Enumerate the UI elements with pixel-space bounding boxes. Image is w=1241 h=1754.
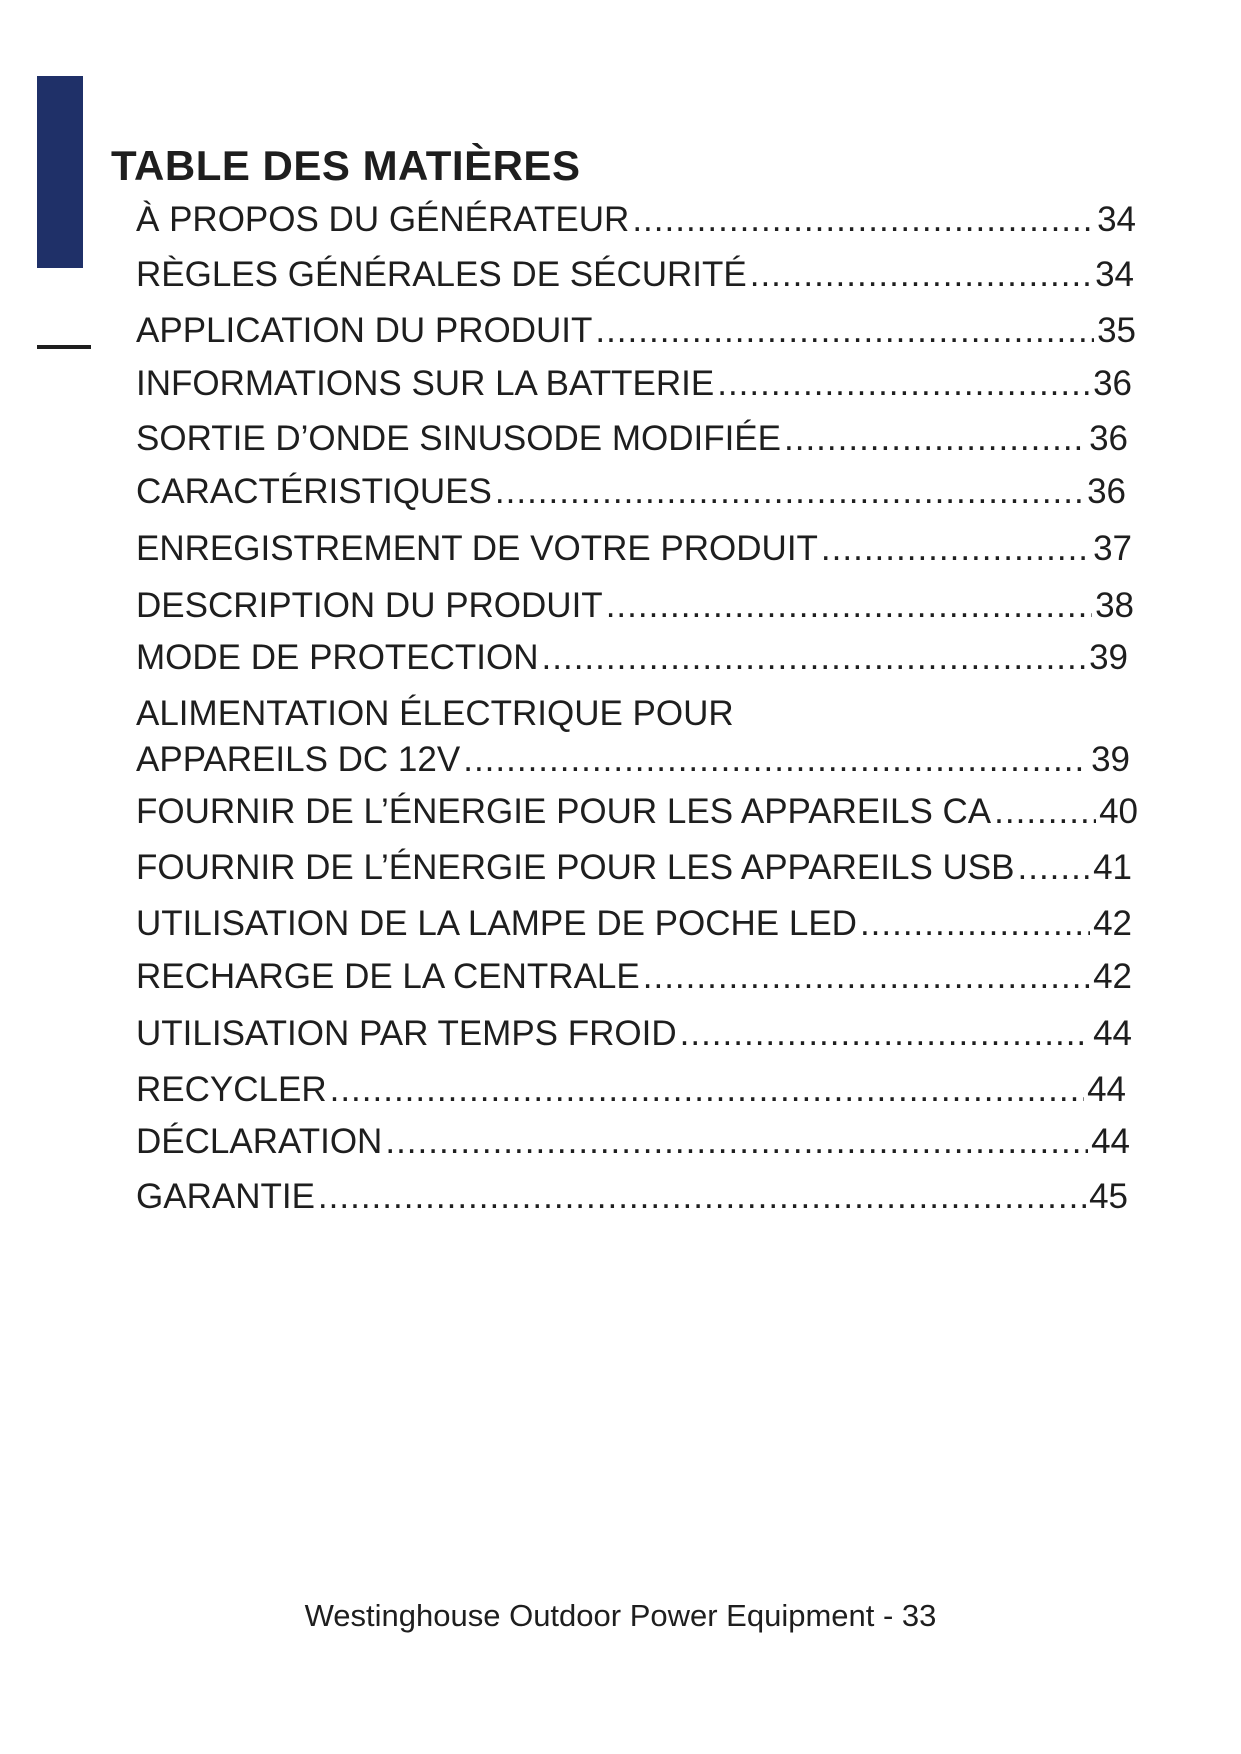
toc-entry-lampe-led[interactable] xyxy=(136,903,1132,945)
toc-label: DÉCLARATION xyxy=(136,1122,383,1161)
section-tab-marker xyxy=(37,76,83,268)
toc-leader xyxy=(495,471,1084,513)
page-footer xyxy=(0,1598,1241,1634)
toc-label: UTILISATION PAR TEMPS FROID xyxy=(136,1014,677,1053)
page-title: TABLE DES MATIÈRES xyxy=(111,142,581,189)
toc-entry-garantie[interactable] xyxy=(136,1176,1128,1218)
toc-leader xyxy=(750,254,1092,296)
toc-leader xyxy=(542,637,1087,679)
toc-page-number: 40 xyxy=(1099,792,1138,831)
toc-entry-appareils-ca[interactable] xyxy=(136,791,1138,833)
toc-label: GARANTIE xyxy=(136,1177,315,1216)
toc-entry-enregistrement[interactable] xyxy=(136,528,1132,570)
toc-label: FOURNIR DE L’ÉNERGIE POUR LES APPAREILS CA xyxy=(136,792,992,831)
toc-entry-alimentation-dc[interactable] xyxy=(136,694,1130,781)
toc-label-line1: ALIMENTATION ÉLECTRIQUE POUR xyxy=(136,694,734,733)
toc-page-number: 34 xyxy=(1097,200,1136,239)
toc-entry-onde-sinusode[interactable] xyxy=(136,418,1128,460)
toc-page-number: 36 xyxy=(1093,364,1132,403)
toc-label: RÈGLES GÉNÉRALES DE SÉCURITÉ xyxy=(136,255,747,294)
toc-page-number: 34 xyxy=(1095,255,1134,294)
toc-label: CARACTÉRISTIQUES xyxy=(136,472,492,511)
toc-entry-recycler[interactable] xyxy=(136,1069,1126,1111)
toc-leader xyxy=(463,739,1088,781)
toc-label: RECYCLER xyxy=(136,1070,327,1109)
toc-leader xyxy=(1018,847,1091,889)
toc-page-number: 44 xyxy=(1087,1070,1126,1109)
toc-label: ENREGISTREMENT DE VOTRE PRODUIT xyxy=(136,529,818,568)
toc-page-number: 45 xyxy=(1089,1177,1128,1216)
toc-entry-description[interactable] xyxy=(136,585,1134,627)
toc-leader xyxy=(595,310,1094,352)
toc-entry-caracteristiques[interactable] xyxy=(136,471,1126,513)
toc-entry-regles-securite[interactable] xyxy=(136,254,1134,296)
footer-text: Westinghouse Outdoor Power Equipment - 33 xyxy=(304,1598,937,1633)
toc-page-number: 41 xyxy=(1093,848,1132,887)
toc-leader xyxy=(784,418,1086,460)
toc-label: APPLICATION DU PRODUIT xyxy=(136,311,593,350)
toc-entry-appareils-usb[interactable] xyxy=(136,847,1132,889)
toc-entry-application[interactable] xyxy=(136,310,1136,352)
toc-leader xyxy=(385,1121,1088,1163)
toc-label: MODE DE PROTECTION xyxy=(136,638,539,677)
toc-label: DESCRIPTION DU PRODUIT xyxy=(136,586,603,625)
toc-label: RECHARGE DE LA CENTRALE xyxy=(136,957,640,996)
toc-entry-recharge[interactable] xyxy=(136,956,1132,998)
toc-leader xyxy=(821,528,1090,570)
toc-page-number: 36 xyxy=(1087,472,1126,511)
toc-leader xyxy=(860,903,1090,945)
toc-label: À PROPOS DU GÉNÉRATEUR xyxy=(136,200,630,239)
toc-page-number: 44 xyxy=(1091,1122,1130,1161)
toc-leader xyxy=(680,1013,1090,1055)
toc-page-number: 39 xyxy=(1089,638,1128,677)
toc-leader xyxy=(643,956,1090,998)
toc-entry-temps-froid[interactable] xyxy=(136,1013,1132,1055)
toc-entry-declaration[interactable] xyxy=(136,1121,1130,1163)
toc-label: UTILISATION DE LA LAMPE DE POCHE LED xyxy=(136,904,857,943)
toc-leader xyxy=(606,585,1092,627)
toc-page-number: 39 xyxy=(1091,740,1130,779)
toc-page-number: 42 xyxy=(1093,957,1132,996)
toc-leader xyxy=(994,791,1096,833)
toc-entry-a-propos[interactable] xyxy=(136,199,1136,241)
toc-leader xyxy=(318,1176,1086,1218)
toc-page-number: 38 xyxy=(1095,586,1134,625)
toc-page-number: 35 xyxy=(1097,311,1136,350)
toc-label: FOURNIR DE L’ÉNERGIE POUR LES APPAREILS USB xyxy=(136,848,1015,887)
toc-page-number: 37 xyxy=(1093,529,1132,568)
toc-leader xyxy=(330,1069,1084,1111)
toc-label: APPAREILS DC 12V xyxy=(136,740,461,779)
toc-label: SORTIE D’ONDE SINUSODE MODIFIÉE xyxy=(136,419,781,458)
toc-page-number: 44 xyxy=(1093,1014,1132,1053)
toc-leader xyxy=(717,363,1090,405)
toc-entry-mode-protection[interactable] xyxy=(136,637,1128,679)
toc-label: INFORMATIONS SUR LA BATTERIE xyxy=(136,364,715,403)
toc-page-number: 36 xyxy=(1089,419,1128,458)
toc-leader xyxy=(632,199,1094,241)
margin-dash xyxy=(37,345,91,349)
toc-entry-batterie[interactable] xyxy=(136,363,1132,405)
toc-page-number: 42 xyxy=(1093,904,1132,943)
